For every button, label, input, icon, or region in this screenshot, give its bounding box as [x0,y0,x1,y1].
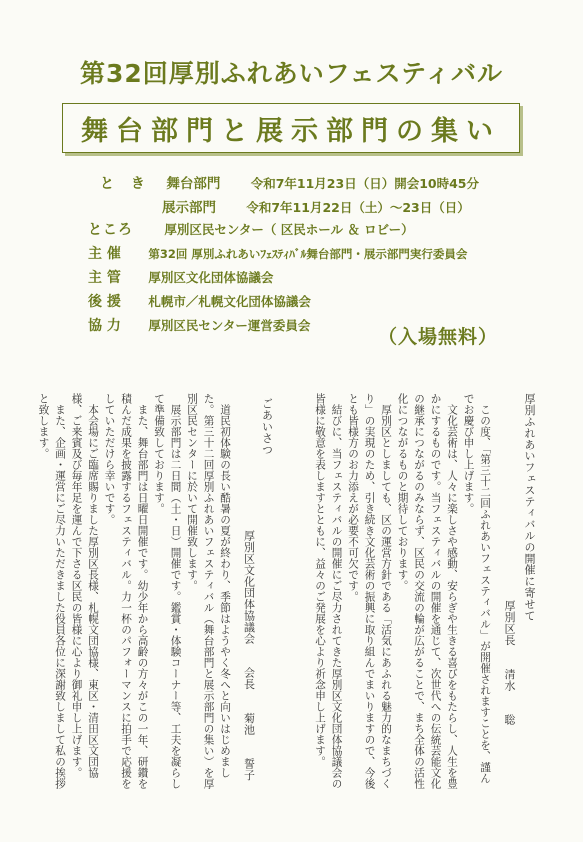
exhibit-dept-label: 展示部門 [162,200,216,216]
message2-body: 道民初体験の長い酷暑の夏が終わり、季節はようやく冬へと向いはじめました。第三十二回厚別ふれあいフェスティバル（舞台部門と展示部門の集い）を厚別区民センターに於いて開催致します。 展示部門は二日間（土・日）開催です。鑑賞・体験コーナー等、工夫を凝らして準備致しております。 また、舞台部門は日曜日開催です。幼少年から高齢の方々がこの一年、研鑽を積んだ成果を披露するフェスティバル。力一杯のパフォーマンスに拍手で応援をしていただけら幸いです。 本会場にご臨席賜りました厚別区長様、札幌文団協様、東区・清田区文団協様、ご来賓及び毎年足を運んで下さる区民の皆様に心より御礼申し上げます。 また、企画・運営にご尽力いただきました役員各位に深謝致しまして私の挨拶と致します。 [37,393,231,789]
exhibit-date: 令和7年11月22日（土）～23日（日） [246,200,470,215]
info-support-row [88,291,311,311]
support-label: 後 援 [88,294,121,310]
stage-date: 令和7年11月23日（日）開会10時45分 [250,176,479,191]
subtitle-banner: 舞台部門と展示部門の集い [62,103,520,153]
info-host-row [88,243,467,263]
stage-dept-label: 舞台部門 [166,176,221,192]
place: 厚別区民センター（ 区民ホール ＆ ロビー） [164,222,414,237]
message1-author: 厚別区長 清水 聡 [503,600,516,726]
info-place-row [88,219,414,239]
coop-label: 協 力 [88,318,121,334]
message1-title: 厚別ふれあいフェスティバルの開催に寄せて [523,393,536,621]
support: 札幌市／札幌文化団体協議会 [148,294,311,309]
organizer: 厚別区文化団体協議会 [148,270,274,285]
info-exhibit-row [162,196,470,216]
host: 第32回 厚別ふれあいﾌｪｽﾃｨﾊﾞﾙ舞台部門・展示部門実行委員会 [148,247,468,261]
message2-title: ごあいさつ [260,398,274,455]
message1-body: この度、「第三十二回ふれあいフェスティバル」が開催されますことを、謹んでお慶び申し上げます。 文化芸術は、人々に楽しさや感動、安らぎや生きる喜びをもたらし、人生を豊かにするものです。当フェスティバルの開催を通じて、次世代への伝統芸能文化の継承につながるのみならず、区民の交流の輪が広がることで、まち全体の活性化につながるものと期待しております。 厚別区としましても、区の運営方針である「活気にあふれる魅力的なまちづくり」の実現のため、引き続き文化芸術の振興に取り組んでまいりますので、今後とも皆様方のお力添えが必要不可欠です。 結びに、当フェスティバルの開催にご尽力されてきた厚別区文化団体協議会の皆様に敬意を表しますとともに、益々のご発展を心より祈念申し上げます。 [314,393,491,789]
admission-free: （入場無料） [378,326,499,348]
main-title: 第32回厚別ふれあいフェスティバル [79,59,504,88]
host-label: 主 催 [88,246,121,262]
coop: 厚別区民センター運営委員会 [148,318,311,333]
message2-author: 厚別区文化団体協議会 会長 菊池 誓子 [242,530,256,781]
info-organizer-row [88,267,273,287]
organizer-label: 主 管 [88,270,121,286]
when-label: と き [100,176,151,192]
place-label: ところ [88,222,133,238]
info-coop-row [88,315,310,335]
info-when-row [100,172,479,193]
